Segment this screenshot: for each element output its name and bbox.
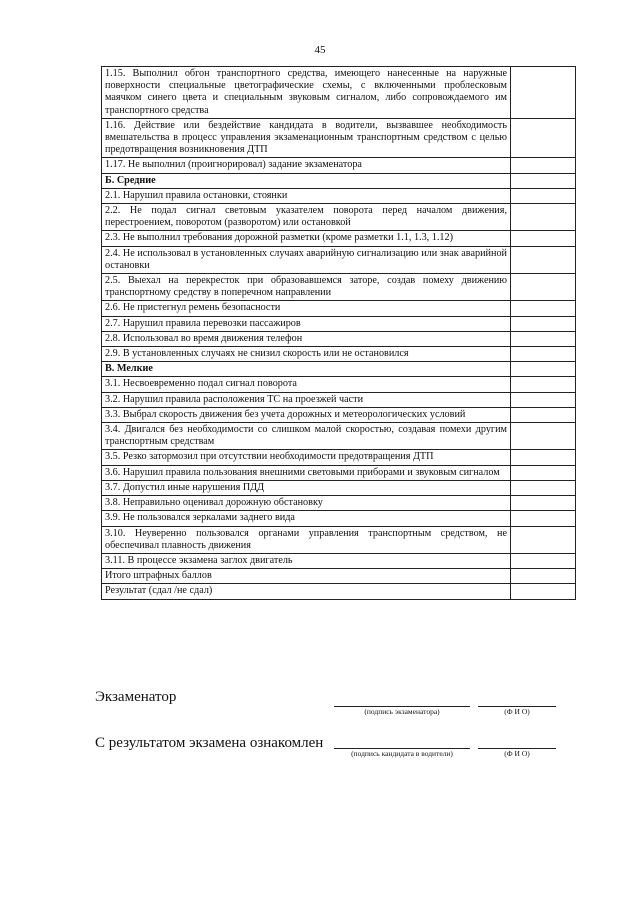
violation-text: 2.8. Использовал во время движения телефон	[102, 331, 511, 346]
examiner-label: Экзаменатор	[95, 689, 177, 705]
table-row	[102, 496, 576, 511]
score-cell[interactable]	[511, 553, 576, 568]
table-row	[102, 188, 576, 203]
score-cell[interactable]	[511, 584, 576, 599]
violation-text: 3.7. Допустил иные нарушения ПДД	[102, 480, 511, 495]
section-row	[102, 362, 576, 377]
page-number: 45	[314, 44, 326, 56]
table-row	[102, 450, 576, 465]
section-heading: Б. Средние	[102, 173, 511, 188]
table-row	[102, 526, 576, 553]
table-row	[102, 584, 576, 599]
violation-text: 3.1. Несвоевременно подал сигнал поворота	[102, 377, 511, 392]
section-row	[102, 173, 576, 188]
candidate-block	[95, 734, 323, 752]
table-row	[102, 511, 576, 526]
score-cell[interactable]	[511, 362, 576, 377]
violation-text: 2.6. Не пристегнул ремень безопасности	[102, 301, 511, 316]
violation-text: 3.4. Двигался без необходимости со слишком малой скоростью, создавая помехи другим транспортным средствам	[102, 423, 511, 450]
score-cell[interactable]	[511, 188, 576, 203]
violation-text: 2.9. В установленных случаях не снизил скорость или не остановился	[102, 347, 511, 362]
violation-text: 3.11. В процессе экзамена заглох двигатель	[102, 553, 511, 568]
examiner-fio-caption: (Ф И О)	[504, 707, 530, 716]
score-cell[interactable]	[511, 231, 576, 246]
candidate-signature-caption: (подпись кандидата в водители)	[351, 749, 453, 758]
examiner-block	[95, 688, 176, 706]
table-row	[102, 274, 576, 301]
score-cell[interactable]	[511, 158, 576, 173]
candidate-label: С результатом экзамена ознакомлен	[95, 735, 324, 751]
violations-table-body	[102, 67, 576, 600]
violation-text: 3.5. Резко затормозил при отсутствии необходимости предотвращения ДТП	[102, 450, 511, 465]
table-row	[102, 553, 576, 568]
violation-text: 2.5. Выехал на перекресток при образовавшемся заторе, создав помеху движению транспортному средству в поперечном направлении	[102, 274, 511, 301]
violation-text: 3.2. Нарушил правила расположения ТС на проезжей части	[102, 392, 511, 407]
section-heading: В. Мелкие	[102, 362, 511, 377]
table-row	[102, 118, 576, 158]
score-cell[interactable]	[511, 465, 576, 480]
violations-table	[101, 66, 576, 600]
score-cell[interactable]	[511, 392, 576, 407]
score-cell[interactable]	[511, 450, 576, 465]
violation-text: 2.4. Не использовал в установленных случаях аварийную сигнализацию или знак аварийной остановки	[102, 246, 511, 273]
score-cell[interactable]	[511, 331, 576, 346]
score-cell[interactable]	[511, 246, 576, 273]
table-row	[102, 392, 576, 407]
table-row	[102, 331, 576, 346]
table-row	[102, 347, 576, 362]
score-cell[interactable]	[511, 274, 576, 301]
examiner-signature-caption: (подпись экзаменатора)	[364, 707, 440, 716]
score-cell[interactable]	[511, 301, 576, 316]
table-row	[102, 246, 576, 273]
violation-text: 2.3. Не выполнил требования дорожной разметки (кроме разметки 1.1, 1.3, 1.12)	[102, 231, 511, 246]
violation-text: 3.10. Неуверенно пользовался органами управления транспортным средством, не обеспечивал плавность движения	[102, 526, 511, 553]
table-row	[102, 423, 576, 450]
score-cell[interactable]	[511, 511, 576, 526]
score-cell[interactable]	[511, 407, 576, 422]
violation-text: Результат (сдал /не сдал)	[102, 584, 511, 599]
score-cell[interactable]	[511, 569, 576, 584]
score-cell[interactable]	[511, 118, 576, 158]
table-row	[102, 465, 576, 480]
violation-text: 2.2. Не подал сигнал световым указателем поворота перед началом движения, перестроением, поворотом (разворотом) или остановкой	[102, 204, 511, 231]
candidate-fio-caption: (Ф И О)	[504, 749, 530, 758]
violation-text: 2.1. Нарушил правила остановки, стоянки	[102, 188, 511, 203]
score-cell[interactable]	[511, 423, 576, 450]
table-row	[102, 301, 576, 316]
table-row	[102, 231, 576, 246]
table-row	[102, 377, 576, 392]
score-cell[interactable]	[511, 377, 576, 392]
violation-text: 2.7. Нарушил правила перевозки пассажиров	[102, 316, 511, 331]
table-row	[102, 480, 576, 495]
violation-text: 3.8. Неправильно оценивал дорожную обстановку	[102, 496, 511, 511]
score-cell[interactable]	[511, 316, 576, 331]
score-cell[interactable]	[511, 67, 576, 119]
violation-text: 1.17. Не выполнил (проигнорировал) задание экзаменатора	[102, 158, 511, 173]
table-row	[102, 158, 576, 173]
score-cell[interactable]	[511, 347, 576, 362]
table-row	[102, 67, 576, 119]
score-cell[interactable]	[511, 480, 576, 495]
violation-text: 3.6. Нарушил правила пользования внешними световыми приборами и звуковым сигналом	[102, 465, 511, 480]
violation-text: 1.15. Выполнил обгон транспортного средства, имеющего нанесенные на наружные поверхности специальные цветографические схемы, с включенными проблесковым маячком синего цвета и специальным звуковым сигналом, либо сопровождаемого им транспортного средства	[102, 67, 511, 119]
score-cell[interactable]	[511, 496, 576, 511]
table-row	[102, 316, 576, 331]
violation-text: 3.3. Выбрал скорость движения без учета дорожных и метеорологических условий	[102, 407, 511, 422]
violation-text: Итого штрафных баллов	[102, 569, 511, 584]
table-row	[102, 407, 576, 422]
score-cell[interactable]	[511, 204, 576, 231]
violation-text: 3.9. Не пользовался зеркалами заднего вида	[102, 511, 511, 526]
table-row	[102, 204, 576, 231]
score-cell[interactable]	[511, 173, 576, 188]
table-row	[102, 569, 576, 584]
score-cell[interactable]	[511, 526, 576, 553]
violation-text: 1.16. Действие или бездействие кандидата в водители, вызвавшее необходимость вмешательства в процесс управления экзаменационным транспортным средством с целью предотвращения возникновения ДТП	[102, 118, 511, 158]
